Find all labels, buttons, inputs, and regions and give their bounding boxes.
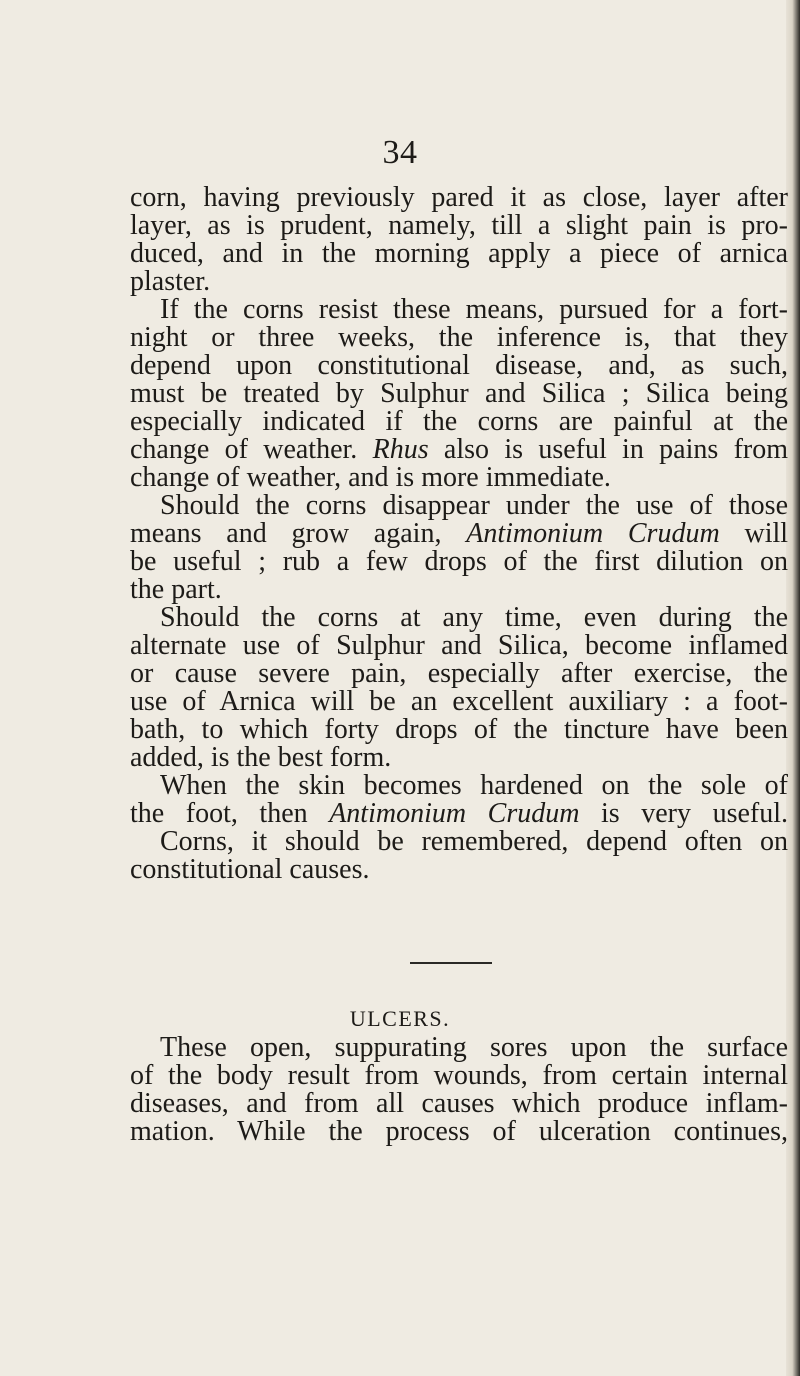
- text-line: use of Arnica will be an excellent auxiliary : a foot-: [130, 686, 788, 717]
- text-line: the part.: [130, 574, 222, 605]
- text-line: constitutional causes.: [130, 854, 370, 885]
- text-line: bath, to which forty drops of the tincture have been: [130, 714, 788, 745]
- mixed-line: [130, 800, 788, 828]
- text-line: duced, and in the morning apply a piece of arnica: [130, 238, 788, 269]
- mixed-line: [130, 520, 788, 548]
- paragraph-start-line: Corns, it should be remembered, depend often on: [160, 826, 788, 857]
- text-line: corn, having previously pared it as close, layer after: [130, 182, 788, 213]
- text-line: depend upon constitutional disease, and, as such,: [130, 350, 788, 381]
- text-fragment: the foot, then: [130, 798, 308, 829]
- text-line: of the body result from wounds, from certain internal: [130, 1060, 788, 1091]
- text-line: plaster.: [130, 266, 211, 297]
- paragraph-start-line: When the skin becomes hardened on the sole of: [160, 770, 788, 801]
- page-number: 34: [382, 134, 418, 171]
- text-line: must be treated by Sulphur and Silica ; Silica being: [130, 378, 788, 409]
- text-fragment: is very useful.: [601, 798, 788, 829]
- text-line: layer, as is prudent, namely, till a slight pain is pro-: [130, 210, 788, 241]
- ulcers-text-block: [130, 1034, 788, 1146]
- italic-remedy-name: Antimonium Crudum: [466, 518, 720, 549]
- corns-text-block: [130, 184, 788, 884]
- text-line: added, is the best form.: [130, 742, 392, 773]
- section-divider: [410, 962, 492, 964]
- text-line: alternate use of Sulphur and Silica, become inflamed: [130, 630, 788, 661]
- text-line: be useful ; rub a few drops of the first dilution on: [130, 546, 788, 577]
- paragraph-start-line: Should the corns at any time, even during the: [160, 602, 788, 633]
- text-line: especially indicated if the corns are painful at the: [130, 406, 788, 437]
- text-line: change of weather, and is more immediate.: [130, 462, 611, 493]
- page-edge-shadow: [786, 0, 800, 1376]
- text-line: diseases, and from all causes which produce inflam-: [130, 1088, 788, 1119]
- mixed-line: [130, 436, 788, 464]
- italic-remedy-name: Antimonium Crudum: [329, 798, 580, 829]
- paragraph-start-line: Should the corns disappear under the use of those: [160, 490, 788, 521]
- italic-remedy-name: Rhus: [372, 434, 429, 465]
- text-line: night or three weeks, the inference is, that they: [130, 322, 788, 353]
- paragraph-start-line: If the corns resist these means, pursued for a fort-: [160, 294, 788, 325]
- text-line: mation. While the process of ulceration continues,: [130, 1116, 788, 1147]
- text-fragment: change of weather.: [130, 434, 358, 465]
- text-line: or cause severe pain, especially after exercise, the: [130, 658, 788, 689]
- text-fragment: will: [744, 518, 789, 549]
- paragraph-start-line: These open, suppurating sores upon the surface: [160, 1032, 788, 1063]
- text-fragment: also is useful in pains from: [443, 434, 788, 465]
- section-heading-ulcers: ULCERS.: [349, 1006, 451, 1031]
- text-fragment: means and grow again,: [130, 518, 442, 549]
